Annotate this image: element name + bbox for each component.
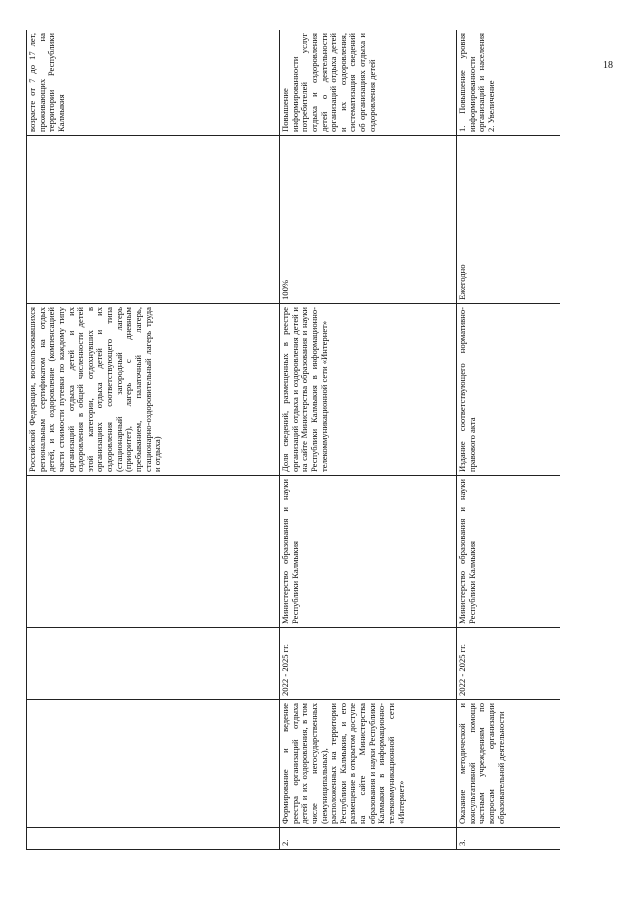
cell-period: 2022 - 2025 гг. <box>457 628 561 700</box>
cell-activity: Оказание методической и консультативной помощи частным учреждениям по вопросам организации образовательной деятельности <box>457 700 561 828</box>
cell-period <box>27 628 280 700</box>
cell-value: Ежегодно <box>457 136 561 304</box>
cell-number: 2. <box>280 828 457 850</box>
table-row <box>27 30 280 850</box>
cell-activity: Формирование и ведение реестра организаций отдыха детей и их оздоровления, в том числе негосударственных (немуниципальных), расположенных на территории Республики Калмыкия, и его размещение в открытом доступе на сайте Министерства образования и науки Республики Калмыкия в информационно-телекоммуникационной сети «Интернет» <box>280 700 457 828</box>
cell-indicator: Издание соответствующего нормативно-правового акта <box>457 304 561 476</box>
page-number: 18 <box>603 60 613 71</box>
table-row <box>457 30 561 850</box>
cell-indicator: Доля сведений, размещенных в реестре организаций отдыха и оздоровления детей и на сайте Министерства образования и науки Республики Калмыкия в информационно-телекоммуникационной сети «Интернет» <box>280 304 457 476</box>
table-row <box>280 30 457 850</box>
document-sheet <box>26 30 560 850</box>
cell-executor: Министерство образования и науки Республики Калмыкия <box>280 476 457 628</box>
cell-result: 1. Повышение уровня информированности организаций и населения 2. Увеличение <box>457 30 561 136</box>
cell-executor: Министерство образования и науки Республики Калмыкия <box>457 476 561 628</box>
rotated-table-wrapper <box>26 30 560 850</box>
cell-value: 100% <box>280 136 457 304</box>
cell-value <box>27 136 280 304</box>
cell-activity <box>27 700 280 828</box>
measures-table <box>26 30 560 850</box>
cell-period: 2022 - 2025 гг. <box>280 628 457 700</box>
cell-indicator: Российской Федерации, воспользовавшихся региональным сертификатом на отдых детей, и их оздоровление (компенсацией части стоимости путевки по каждому типу организаций отдыха детей и их оздоровления в общей численности детей этой категории, отдохнувших в организациях отдыха детей и их оздоровления соответствующего типа (стационарный загородный лагерь (приоритет), лагерь с дневным пребыванием, палаточный лагерь, стационарно-оздоровительный лагерь труда и отдыха) <box>27 304 280 476</box>
cell-result: возрасте от 7 до 17 лет, проживающих на территории Республики Калмыкия <box>27 30 280 136</box>
cell-executor <box>27 476 280 628</box>
cell-number: 3. <box>457 828 561 850</box>
cell-result: Повышение информированности потребителей услуг отдыха и оздоровления детей о деятельности организаций отдыха детей и их оздоровления, систематизация сведений об организациях отдыха и оздоровления детей <box>280 30 457 136</box>
cell-number <box>27 828 280 850</box>
